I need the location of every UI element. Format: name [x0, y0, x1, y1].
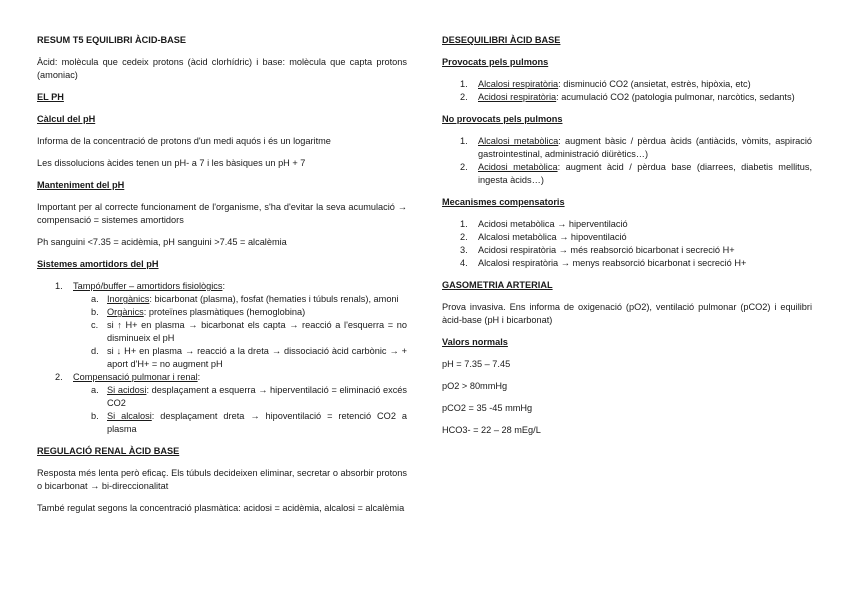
- right-column: [442, 34, 812, 446]
- list-item-text: : augment bàsic / pèrdua àcids (antiàcids, vòmits, aspiració gastrointestinal, administració diürètics…): [478, 136, 812, 159]
- list-item: [442, 244, 812, 257]
- sublist-letter: b.: [91, 307, 99, 317]
- heading-gasometria-arterial: GASOMETRIA ARTERIAL: [442, 280, 553, 290]
- sublist-item: [73, 384, 407, 410]
- list-number: 3.: [460, 245, 468, 255]
- left-column: [37, 34, 407, 524]
- list-item: [37, 280, 407, 371]
- list-item-text: : acumulació CO2 (patologia pulmonar, narcòtics, sedants): [556, 92, 795, 102]
- intro-paragraph: Àcid: molècula que cedeix protons (àcid clorhídric) i base: molècula que capta protons (amoniac): [37, 57, 407, 80]
- mecanismes-list: [442, 218, 812, 270]
- list-number: 2.: [55, 372, 63, 382]
- sublist-letter: d.: [91, 346, 99, 356]
- list-item-text: Alcalosi metabòlica → hipoventilació: [478, 232, 627, 242]
- value-pco2: pCO2 = 35 -45 mmHg: [442, 403, 533, 413]
- sublist: [73, 384, 407, 436]
- list-number: 2.: [460, 162, 468, 172]
- list-item: [442, 161, 812, 187]
- provocats-list: [442, 78, 812, 104]
- renal-paragraph-2: També regulat segons la concentració plasmàtica: acidosi = acidèmia, alcalosi = alcalèmia: [37, 503, 405, 513]
- heading-manteniment-ph: Manteniment del pH: [37, 180, 125, 190]
- sublist-item-lead: Si alcalosi: [107, 411, 152, 421]
- list-item-lead: Acidosi respiratòria: [478, 92, 557, 102]
- sublist-item-text: si ↑ H+ en plasma → bicarbonat els capta → reacció a l'esquerra = no disminueix el pH: [107, 320, 407, 343]
- heading-regulacio-renal: REGULACIÓ RENAL ÀCID BASE: [37, 446, 180, 456]
- heading-sistemes-amortidors: Sistemes amortidors del pH: [37, 259, 159, 269]
- heading-mecanismes-compensatoris: Mecanismes compensatoris: [442, 197, 565, 207]
- calc-paragraph-1: Informa de la concentració de protons d'un medi aquós i és un logaritme: [37, 136, 331, 146]
- mant-paragraph-2: Ph sanguini <7.35 = acidèmia, pH sanguini >7.45 = alcalèmia: [37, 237, 287, 247]
- list-item: [442, 218, 812, 231]
- calc-paragraph-2: Les dissolucions àcides tenen un pH- a 7 i les bàsiques un pH + 7: [37, 158, 306, 168]
- value-po2: pO2 > 80mmHg: [442, 381, 508, 391]
- list-item-lead: Tampó/buffer – amortidors fisiològics: [73, 281, 223, 291]
- mant-paragraph-1: Important per al correcte funcionament de l'organisme, s'ha d'evitar la seva acumulació → compensació = sistemes amortidors: [37, 202, 407, 225]
- heading-provocats-pulmons: Provocats pels pulmons: [442, 57, 549, 67]
- sublist-item-lead: Si acidosi: [107, 385, 147, 395]
- sublist-item-text: : proteïnes plasmàtiques (hemoglobina): [143, 307, 306, 317]
- list-item-text: Alcalosi respiratòria → menys reabsorció bicarbonat i secreció H+: [478, 258, 747, 268]
- list-item-text: :: [197, 372, 201, 382]
- sublist-item: [73, 293, 407, 306]
- no-provocats-list: [442, 135, 812, 187]
- sublist-item-text: : desplaçament a esquerra → hiperventilació = eliminació excés CO2: [107, 385, 407, 408]
- heading-desequilibri: DESEQUILIBRI ÀCID BASE: [442, 35, 561, 45]
- list-number: 1.: [460, 136, 468, 146]
- renal-paragraph-1: Resposta més lenta però eficaç. Els túbuls decideixen eliminar, secretar o absorbir protons o bicarbonat → bi-direccionalitat: [37, 468, 407, 491]
- list-item-lead: Alcalosi respiratòria: [478, 79, 559, 89]
- sublist: [73, 293, 407, 371]
- list-item-lead: Acidosi metabòlica: [478, 162, 558, 172]
- heading-calcul-ph: Càlcul del pH: [37, 114, 96, 124]
- list-item-lead: Compensació pulmonar i renal: [73, 372, 198, 382]
- section-heading-ph: EL PH: [37, 92, 64, 102]
- sublist-item: [73, 345, 407, 371]
- list-item: [37, 371, 407, 436]
- list-item: [442, 78, 812, 91]
- list-number: 1.: [460, 79, 468, 89]
- sublist-item-lead: Inorgànics: [107, 294, 150, 304]
- sublist-item-text: si ↓ H+ en plasma → reacció a la dreta → dissociació àcid carbònic → + aport d'H+ = no augment pH: [107, 346, 407, 369]
- list-item-text: Acidosi metabòlica → hiperventilació: [478, 219, 628, 229]
- list-number: 4.: [460, 258, 468, 268]
- sublist-letter: a.: [91, 385, 99, 395]
- sublist-item-text: : bicarbonat (plasma), fosfat (hematies i túbuls renals), amoni: [149, 294, 399, 304]
- list-number: 2.: [460, 232, 468, 242]
- sublist-item: [73, 410, 407, 436]
- list-number: 1.: [460, 219, 468, 229]
- list-number: 1.: [55, 281, 63, 291]
- list-item: [442, 257, 812, 270]
- sublist-letter: a.: [91, 294, 99, 304]
- heading-valors-normals: Valors normals: [442, 337, 508, 347]
- sublist-letter: b.: [91, 411, 99, 421]
- list-item-text: :: [222, 281, 226, 291]
- list-item-lead: Alcalosi metabòlica: [478, 136, 559, 146]
- sublist-item: [73, 319, 407, 345]
- list-item: [442, 135, 812, 161]
- sublist-item-lead: Orgànics: [107, 307, 144, 317]
- list-item-text: : augment àcid / pèrdua base (diarrees, diabetis mellitus, ingesta àcids…): [478, 162, 812, 185]
- list-item-text: Acidosi respiratòria → més reabsorció bicarbonat i secreció H+: [478, 245, 735, 255]
- sublist-item-text: : desplaçament dreta → hipoventilació = retenció CO2 a plasma: [107, 411, 407, 434]
- list-number: 2.: [460, 92, 468, 102]
- heading-no-provocats-pulmons: No provocats pels pulmons: [442, 114, 563, 124]
- value-ph: pH = 7.35 – 7.45: [442, 359, 511, 369]
- document-title: RESUM T5 EQUILIBRI ÀCID-BASE: [37, 35, 187, 45]
- value-hco3: HCO3- = 22 – 28 mEg/L: [442, 425, 541, 435]
- list-item: [442, 231, 812, 244]
- list-item-text: : disminució CO2 (ansietat, estrès, hipòxia, etc): [558, 79, 751, 89]
- list-item: [442, 91, 812, 104]
- sublist-item: [73, 306, 407, 319]
- sublist-letter: c.: [91, 320, 99, 330]
- sistemes-list: [37, 280, 407, 436]
- gasometria-paragraph: Prova invasiva. Ens informa de oxigenació (pO2), ventilació pulmonar (pCO2) i equilibri àcid-base (pH i bicarbonat): [442, 302, 812, 325]
